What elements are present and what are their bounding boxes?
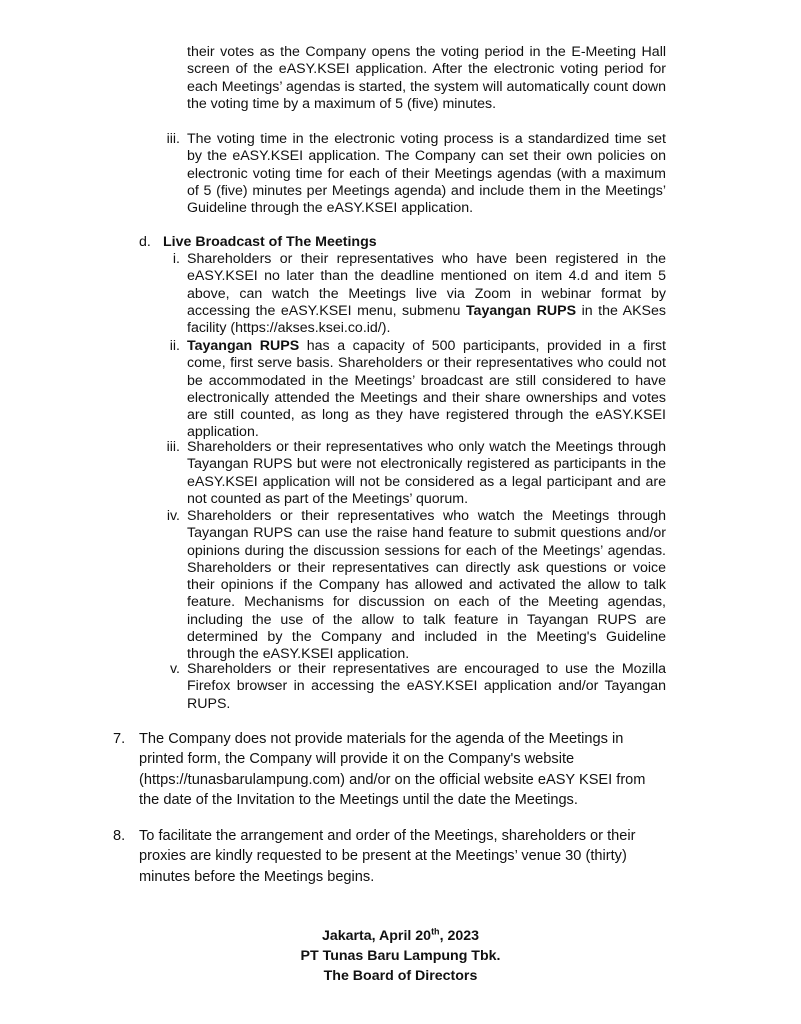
item-8-marker: 8. — [113, 828, 126, 844]
d-i-text-after: in the AKSes facility (https://akses.ksei.co.id/). — [187, 302, 666, 337]
d-iii-marker: iii. — [166, 439, 180, 455]
date-ordinal-suffix: th — [431, 926, 440, 937]
signature-year: , 2023 — [439, 928, 480, 944]
d-iv-marker: iv. — [166, 508, 180, 524]
item-7-marker: 7. — [113, 731, 126, 747]
tayangan-rups-bold: Tayangan RUPS — [187, 338, 300, 354]
c-iii-marker: iii. — [166, 131, 180, 147]
d-ii-text — [187, 338, 666, 442]
d-v-text: Shareholders or their representatives are encouraged to use the Mozilla Firefox browser in accessing the eASY.KSEI application and/or Tayangan RUPS. — [187, 661, 666, 712]
signature-place-date — [0, 926, 801, 946]
item-8-text: To facilitate the arrangement and order of the Meetings, shareholders or their proxies are kindly requested to be present at the Meetings’ venue 30 (thirty) minutes before the Meetings begins. — [139, 828, 636, 885]
signature-company: PT Tunas Baru Lampung Tbk. — [300, 948, 501, 964]
d-i-text — [187, 251, 666, 337]
d-iii-text: Shareholders or their representatives who only watch the Meetings through Tayangan RUPS but were not electronically registered as participants in the eASY.KSEI application will not be considered as a legal participant and are not counted as part of the Meetings’ quorum. — [187, 439, 666, 507]
d-i-text-before: Shareholders or their representatives who have been registered in the eASY.KSEI no later than the deadline mentioned on item 4.d and item 5 above, can watch the Meetings live via Zoom in webinar format by accessing the eASY.KSEI menu, submenu — [187, 251, 666, 319]
section-d-marker: d. — [139, 234, 151, 250]
c-iii-text: The voting time in the electronic voting process is a standardized time set by the eASY.KSEI application. The Company can set their own policies on electronic voting time for each of their Meetings agendas (with a maximum of 5 (five) minutes per Meetings agenda) and include them in the Meetings’ Guideline through the eASY.KSEI application. — [187, 131, 666, 217]
voting-period-continuation: their votes as the Company opens the voting period in the E-Meeting Hall screen of the eASY.KSEI application. After the electronic voting period for each Meetings’ agendas is started, the system will automatically count down the voting time by a maximum of 5 (five) minutes. — [187, 44, 666, 112]
d-iv-text: Shareholders or their representatives who watch the Meetings through Tayangan RUPS can use the raise hand feature to submit questions and/or opinions during the discussion sessions for each of the Meetings’ agendas. Shareholders or their representatives can directly ask questions or voice their opinions if the Company has allowed and activated the allow to talk feature. Mechanisms for discussion on each of the Meeting agendas, including the use of the allow to talk feature in Tayangan RUPS are determined by the Company and included in the Meeting's Guideline through the eASY.KSEI application. — [187, 508, 666, 663]
section-d-title: Live Broadcast of The Meetings — [163, 234, 377, 250]
d-v-marker: v. — [170, 661, 180, 677]
signature-date-prefix: Jakarta, April 20 — [321, 928, 432, 944]
tayangan-rups-bold: Tayangan RUPS — [465, 302, 577, 319]
item-7-text: The Company does not provide materials for the agenda of the Meetings in printed form, the Company will provide it on the Company's website (https://tunasbarulampung.com) and/or on the official website eASY KSEI from the date of the Invitation to the Meetings until the date the Meetings. — [139, 731, 646, 808]
d-i-marker: i. — [172, 251, 180, 267]
signature-board: The Board of Directors — [323, 968, 478, 984]
d-ii-marker: ii. — [169, 338, 180, 354]
d-ii-text-after: has a capacity of 500 participants, provided in a first come, first serve basis. Shareholders or their representatives who could not be accommodated in the Meetings’ broadcast are still considered to have electronically attended the Meetings and their share ownerships and votes are still counted, as long as they have registered through the eASY.KSEI application. — [187, 338, 666, 441]
